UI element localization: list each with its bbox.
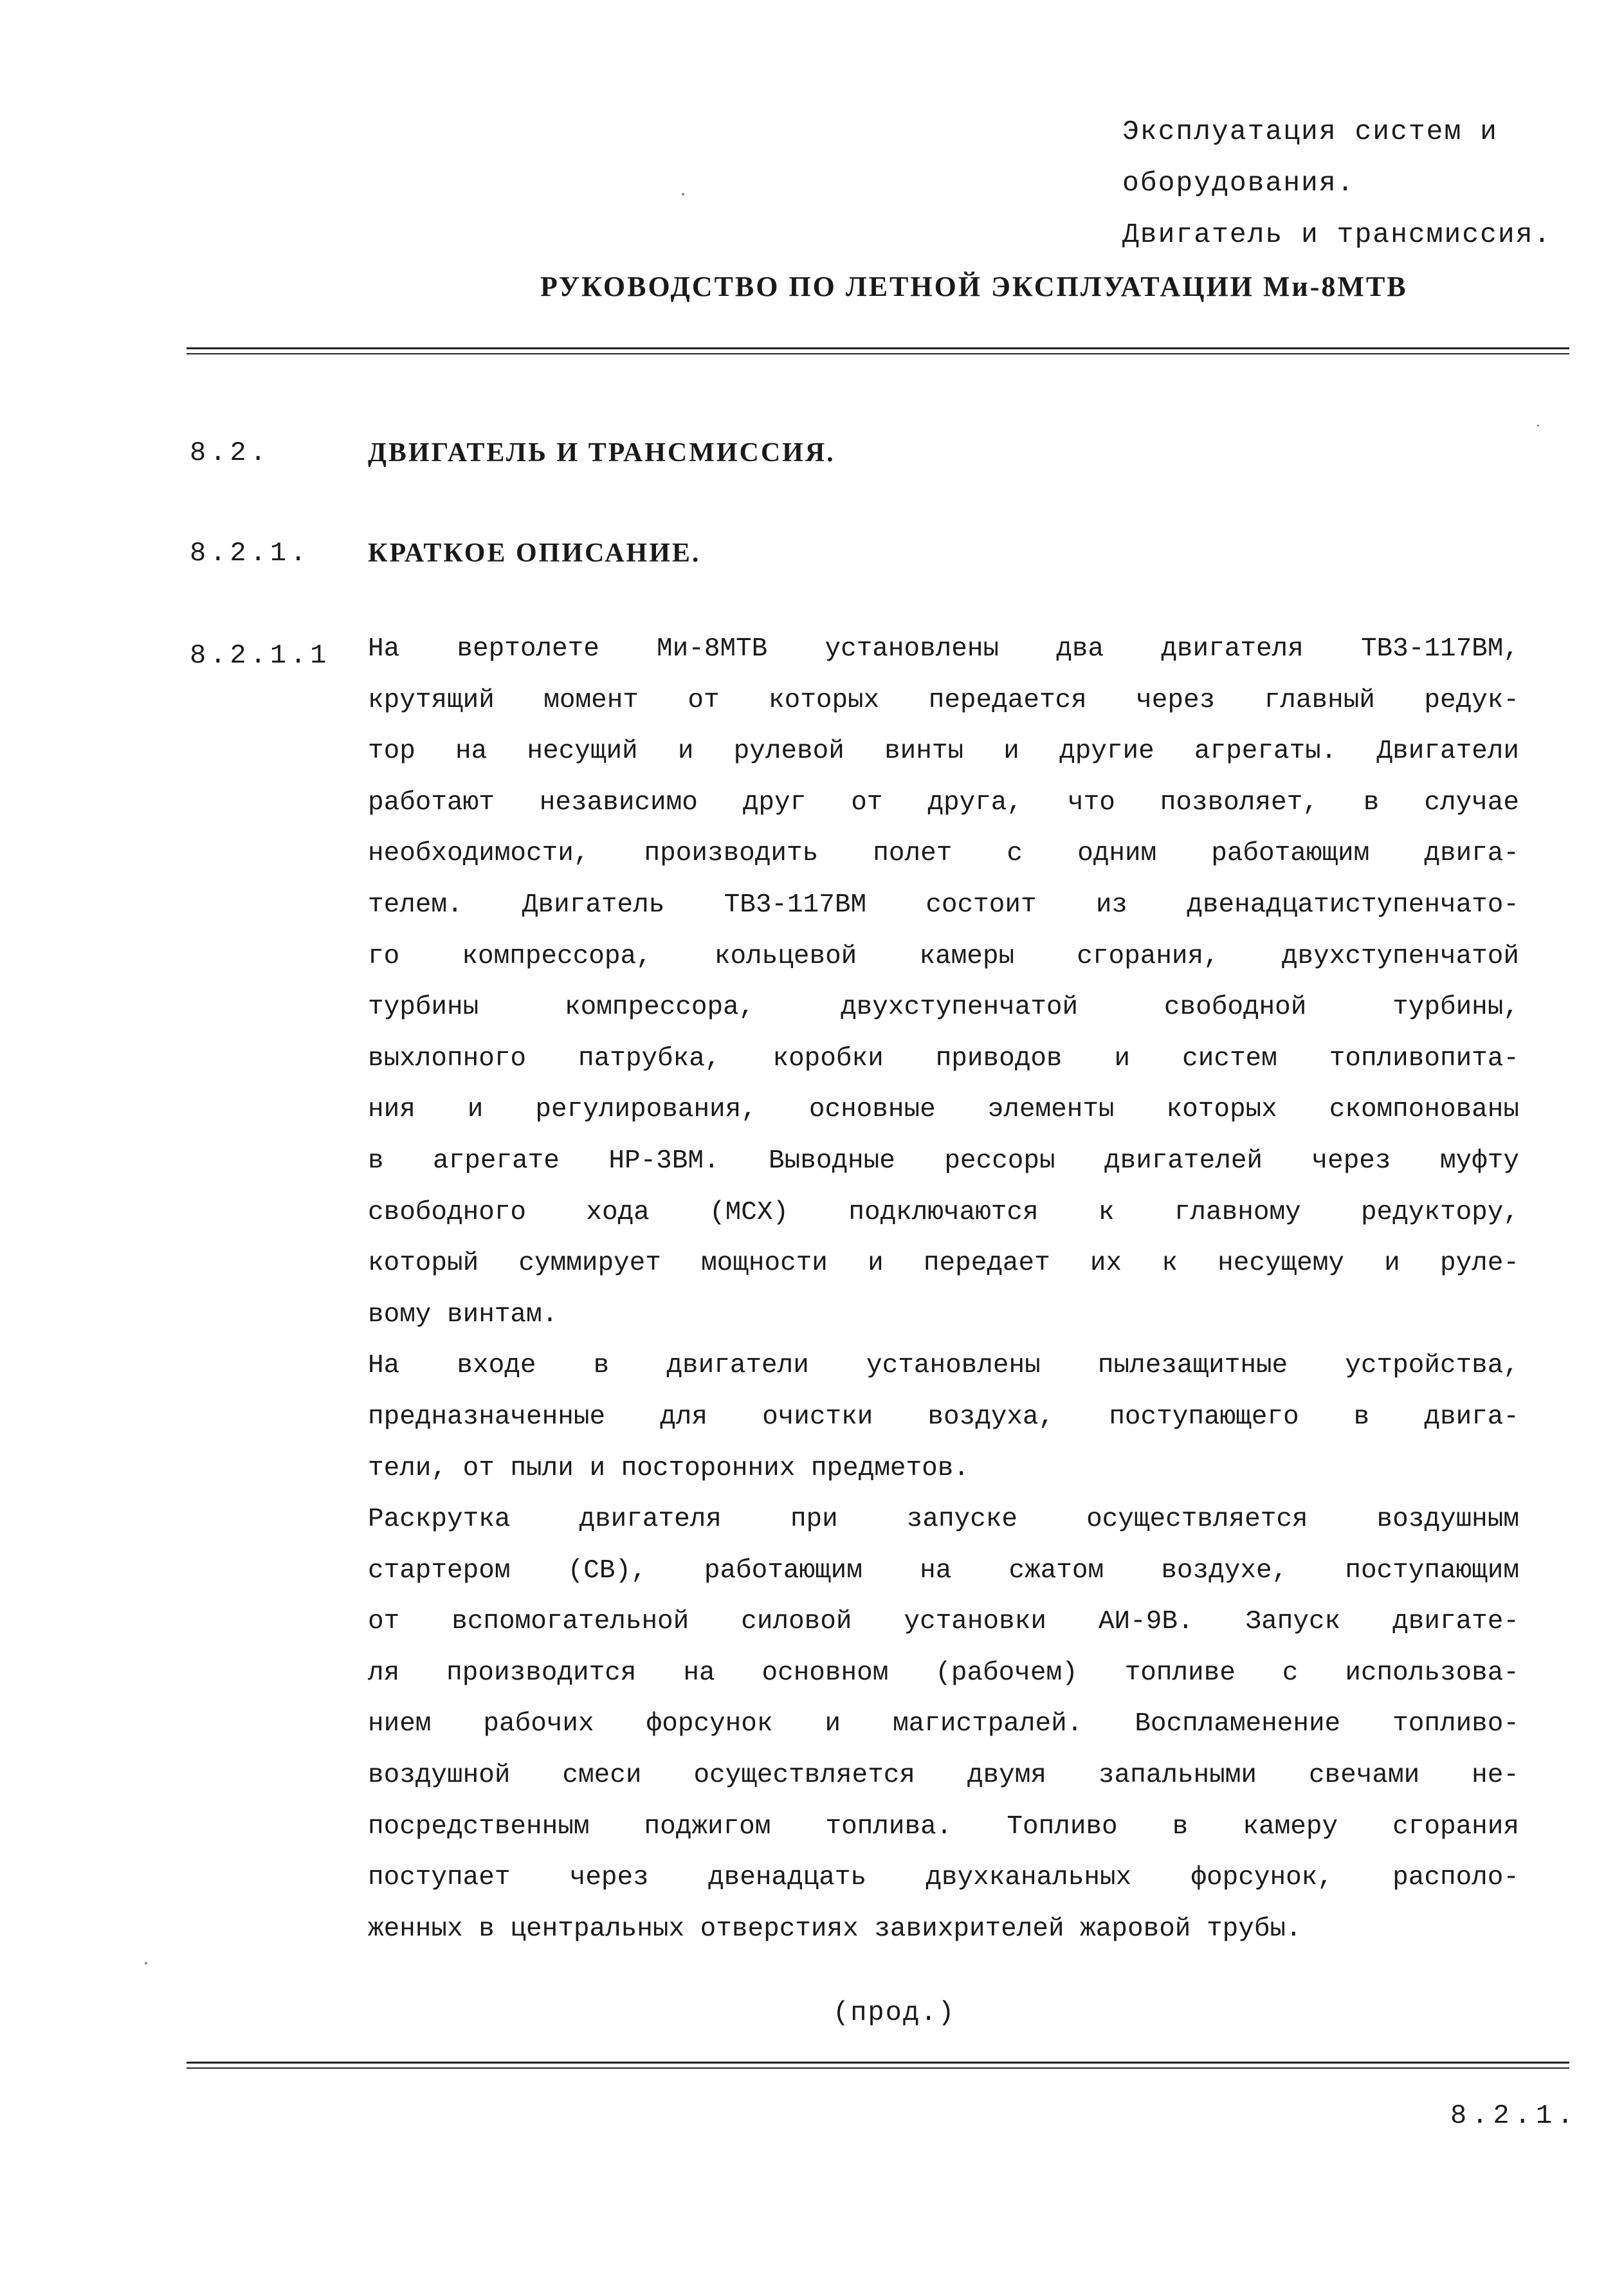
body-line: женных в центральных отверстиях завихрителей жаровой трубы.	[368, 1914, 1302, 1944]
footer-divider	[187, 2062, 1569, 2069]
continuation-mark: (прод.)	[833, 1997, 956, 2028]
body-line: На вертолете Ми-8МТВ установлены два двигателя ТВ3-117ВМ,	[368, 634, 1519, 664]
manual-title: РУКОВОДСТВО ПО ЛЕТНОЙ ЭКСПЛУАТАЦИИ Ми-8МТВ	[540, 271, 1408, 302]
body-line: На входе в двигатели установлены пылезащитные устройства,	[368, 1351, 1519, 1381]
body-line: выхлопного патрубка, коробки приводов и систем топливопита-	[368, 1043, 1519, 1074]
body-line: который суммирует мощности и передает их к несущему и руле-	[368, 1249, 1519, 1279]
body-line: от вспомогательной силовой установки АИ-9В. Запуск двигате-	[368, 1607, 1519, 1637]
body-line: крутящий момент от которых передается через главный редук-	[368, 685, 1519, 715]
subsection-title: КРАТКОЕ ОПИСАНИЕ.	[368, 538, 701, 568]
body-line: свободного хода (МСХ) подключаются к главному редуктору,	[368, 1197, 1519, 1227]
section-header-line: Двигатель и трансмиссия.	[1122, 219, 1552, 250]
subsection-number: 8.2.1.	[190, 538, 311, 569]
header-divider	[187, 347, 1569, 354]
scan-speck	[145, 1962, 147, 1965]
scan-speck	[682, 193, 684, 196]
body-line: в агрегате НР-3ВМ. Выводные рессоры двигателей через муфту	[368, 1146, 1519, 1176]
body-line: посредственным поджигом топлива. Топливо в камеру сгорания	[368, 1811, 1519, 1842]
body-line: вому винтам.	[368, 1299, 558, 1330]
body-line: работают независимо друг от друга, что позволяет, в случае	[368, 787, 1519, 818]
section-header	[1122, 106, 1611, 261]
section-header-line: оборудования.	[1122, 167, 1355, 199]
body-text	[368, 624, 1519, 1955]
section-title: ДВИГАТЕЛЬ И ТРАНСМИССИЯ.	[368, 438, 835, 468]
body-line: тор на несущий и рулевой винты и другие агрегаты. Двигатели	[368, 737, 1519, 767]
body-line: воздушной смеси осуществляется двумя запальными свечами не-	[368, 1761, 1519, 1791]
page-number: 8.2.1.	[1450, 2100, 1579, 2131]
body-line: ния и регулирования, основные элементы которых скомпонованы	[368, 1095, 1519, 1125]
body-line: необходимости, производить полет с одним работающим двига-	[368, 839, 1519, 869]
scan-speck	[1537, 425, 1539, 426]
body-line: предназначенные для очистки воздуха, поступающего в двига-	[368, 1402, 1519, 1432]
body-line: стартером (СВ), работающим на сжатом воздухе, поступающим	[368, 1555, 1519, 1586]
section-header-line: Эксплуатация систем и	[1122, 116, 1498, 147]
body-line: Раскрутка двигателя при запуске осуществляется воздушным	[368, 1505, 1519, 1535]
body-line: поступает через двенадцать двухканальных форсунок, располо-	[368, 1863, 1519, 1893]
body-line: тели, от пыли и посторонних предметов.	[368, 1453, 969, 1483]
body-line: ля производится на основном (рабочем) топливе с использова-	[368, 1658, 1519, 1688]
paragraph-number: 8.2.1.1	[190, 640, 331, 671]
body-line: го компрессора, кольцевой камеры сгорания, двухступенчатой	[368, 941, 1519, 971]
body-line: телем. Двигатель ТВ3-117ВМ состоит из двенадцатиступенчато-	[368, 890, 1519, 920]
section-number: 8.2.	[190, 437, 270, 468]
body-line: турбины компрессора, двухступенчатой свободной турбины,	[368, 993, 1519, 1023]
body-line: нием рабочих форсунок и магистралей. Воспламенение топливо-	[368, 1709, 1519, 1739]
